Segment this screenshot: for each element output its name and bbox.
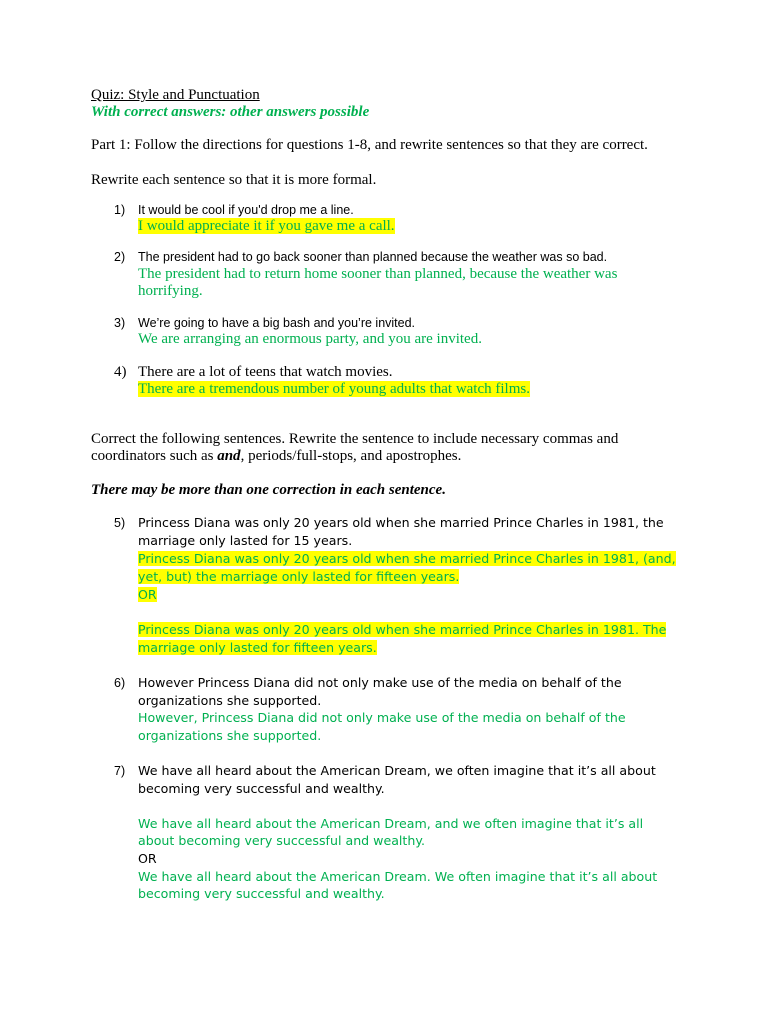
correction-note: There may be more than one correction in each sentence.	[91, 482, 446, 498]
formal-instruction: Rewrite each sentence so that it is more formal.	[91, 172, 377, 188]
question-7-answer2-line2: becoming very successful and wealthy.	[138, 886, 385, 901]
part2-instruction-line2	[91, 447, 461, 465]
question-1-prompt: It would be cool if you'd drop me a line.	[138, 203, 354, 217]
instruction-text: , periods/full-stops, and apostrophes.	[240, 448, 462, 464]
emphasis-and: and	[217, 448, 241, 464]
question-number-6: 6)	[114, 676, 126, 690]
question-6-answer-line2: organizations she supported.	[138, 728, 322, 743]
question-7-or: OR	[138, 851, 157, 866]
question-5-prompt-line1: Princess Diana was only 20 years old when she married Prince Charles in 1981, the	[138, 515, 664, 530]
question-7-answer1-line2: about becoming very successful and wealthy.	[138, 833, 426, 848]
highlighted-answer: Princess Diana was only 20 years old when she married Prince Charles in 1981, (and,	[138, 551, 676, 566]
highlighted-answer: There are a tremendous number of young adults that watch films.	[138, 381, 530, 397]
question-7-answer1-line1: We have all heard about the American Dream, and we often imagine that it’s all	[138, 816, 644, 831]
question-number-1: 1)	[114, 203, 126, 217]
highlighted-answer: yet, but) the marriage only lasted for fifteen years.	[138, 569, 460, 584]
question-3-answer: We are arranging an enormous party, and you are invited.	[138, 331, 482, 347]
question-2-prompt: The president had to go back sooner than planned because the weather was so bad.	[138, 250, 608, 264]
question-number-4: 4)	[114, 364, 127, 380]
question-3-prompt: We’re going to have a big bash and you’re invited.	[138, 316, 416, 330]
question-4-prompt: There are a lot of teens that watch movies.	[138, 364, 393, 380]
highlighted-answer: marriage only lasted for fifteen years.	[138, 640, 377, 655]
question-5-answer2-line1	[138, 621, 666, 639]
question-4-answer	[138, 380, 530, 398]
highlighted-answer: Princess Diana was only 20 years old when she married Prince Charles in 1981. The	[138, 622, 667, 637]
quiz-title: Quiz: Style and Punctuation	[91, 87, 260, 103]
question-1-answer	[138, 217, 395, 235]
question-5-or	[138, 586, 157, 604]
question-number-3: 3)	[114, 316, 126, 330]
highlighted-answer: I would appreciate it if you gave me a call.	[138, 218, 395, 234]
question-number-5: 5)	[114, 516, 126, 530]
quiz-subtitle: With correct answers: other answers possible	[91, 104, 370, 120]
question-6-prompt-line1: However Princess Diana did not only make use of the media on behalf of the	[138, 675, 622, 690]
question-7-answer2-line1: We have all heard about the American Dream. We often imagine that it’s all about	[138, 869, 658, 884]
part2-instruction-line1: Correct the following sentences. Rewrite the sentence to include necessary commas and	[91, 431, 619, 447]
question-number-2: 2)	[114, 250, 126, 264]
question-5-answer1-line2	[138, 568, 459, 586]
question-5-prompt-line2: marriage only lasted for 15 years.	[138, 533, 353, 548]
question-6-answer-line1: However, Princess Diana did not only make use of the media on behalf of the	[138, 710, 626, 725]
question-5-answer2-line2	[138, 639, 377, 657]
question-2-answer-line2: horrifying.	[138, 283, 203, 299]
question-2-answer-line1: The president had to return home sooner than planned, because the weather was	[138, 266, 618, 282]
part1-intro: Part 1: Follow the directions for questions 1-8, and rewrite sentences so that they are correct.	[91, 137, 648, 153]
question-number-7: 7)	[114, 764, 126, 778]
question-5-answer1-line1	[138, 550, 676, 568]
question-7-prompt-line2: becoming very successful and wealthy.	[138, 781, 385, 796]
highlighted-or: OR	[138, 587, 157, 602]
instruction-text: coordinators such as	[91, 448, 218, 464]
question-6-prompt-line2: organizations she supported.	[138, 693, 322, 708]
question-7-prompt-line1: We have all heard about the American Dream, we often imagine that it’s all about	[138, 763, 656, 778]
